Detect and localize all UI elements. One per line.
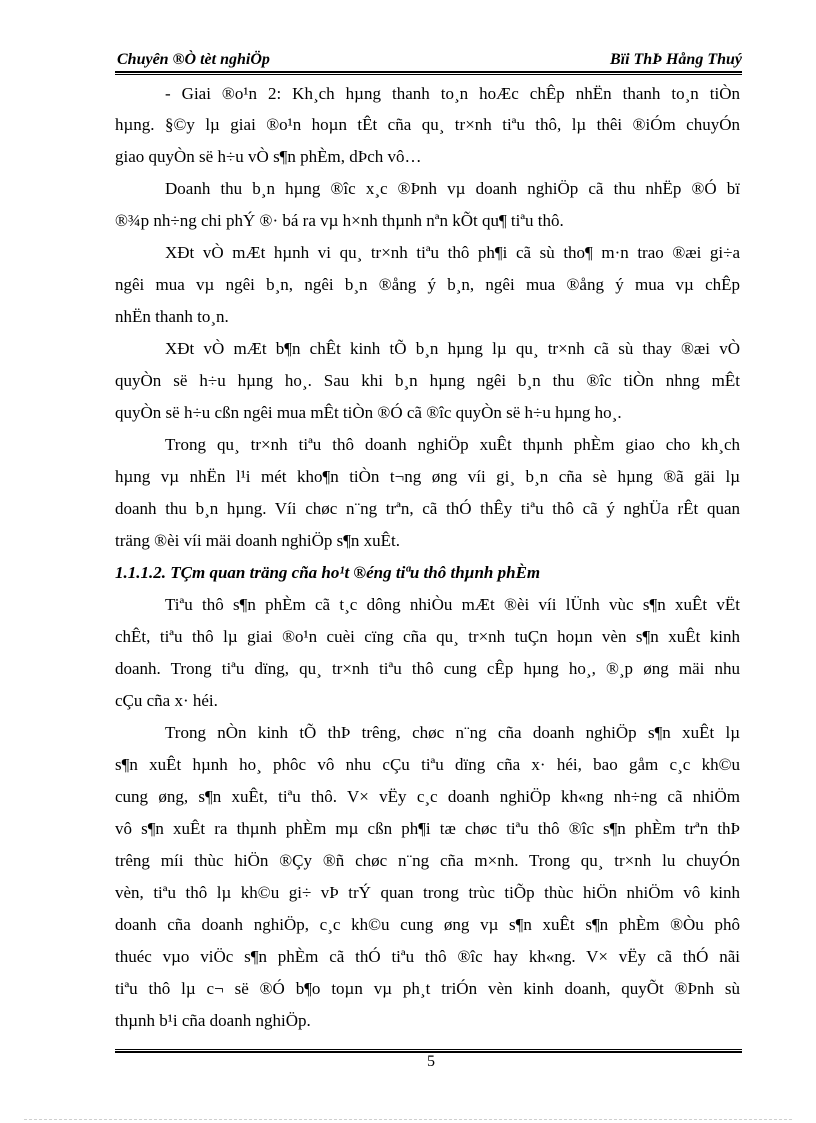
- body-line: hµng. §©y lµ giai ®o¹n hoµn tÊt cña qu¸ tr×nh tiªu thô, lµ thêi ®iÓm chuyÓn: [115, 115, 740, 134]
- body-line: vèn, tiªu thô lµ kh©u gi÷ vÞ trÝ quan trong trùc tiÕp thùc hiÖn nhiÖm vô kinh: [115, 883, 740, 902]
- body-line: quyÒn së h÷u hµng ho¸. Sau khi b¸n hµng ngêi b¸n thu ®îc tiÒn nhng mÊt: [115, 371, 740, 390]
- body-line: nhËn thanh to¸n.: [115, 307, 229, 326]
- body-line: Tiªu thô s¶n phÈm cã t¸c dông nhiÒu mÆt ®èi víi lÜnh vùc s¶n xuÊt vËt: [165, 595, 740, 614]
- body-line: chÊt, tiªu thô lµ giai ®o¹n cuèi cïng cña qu¸ tr×nh tuÇn hoµn vèn s¶n xuÊt kinh: [115, 627, 740, 646]
- body-line: XÐt vÒ mÆt b¶n chÊt kinh tÕ b¸n hµng lµ qu¸ tr×nh cã sù thay ®æi vÒ: [165, 339, 740, 358]
- body-line: tiªu thô lµ c¬ së ®Ó b¶o toµn vµ ph¸t triÓn vèn kinh doanh, quyÕt ®Þnh sù: [115, 979, 740, 998]
- footer-rule-thin: [115, 1049, 742, 1050]
- header-rule-thin: [115, 74, 742, 75]
- header-rule-thick: [115, 71, 742, 73]
- header-title: Chuyên ®Ò tèt nghiÖp: [117, 51, 270, 68]
- body-line: Trong nÒn kinh tÕ thÞ trêng, chøc n¨ng cña doanh nghiÖp s¶n xuÊt lµ: [165, 723, 740, 742]
- page-number: 5: [427, 1053, 435, 1070]
- body-line: vô s¶n xuÊt ra thµnh phÈm mµ cßn ph¶i tæ chøc tiªu thô ®îc s¶n phÈm trªn thÞ: [115, 819, 740, 838]
- body-line: XÐt vÒ mÆt hµnh vi qu¸ tr×nh tiªu thô ph¶i cã sù tho¶ m·n trao ®æi gi÷a: [165, 243, 740, 262]
- body-line: hµng vµ nhËn l¹i mét kho¶n tiÒn t¬ng øng víi gi¸ b¸n cña sè hµng ®ã gäi lµ: [115, 467, 740, 486]
- body-line: Trong qu¸ tr×nh tiªu thô doanh nghiÖp xuÊt thµnh phÈm giao cho kh¸ch: [165, 435, 740, 454]
- body-line: doanh thu b¸n hµng. Víi chøc n¨ng trªn, cã thÓ thÊy tiªu thô cã ý nghÜa rÊt quan: [115, 499, 740, 518]
- page-header: [115, 46, 742, 72]
- body-line: trêng míi thùc hiÖn ®Çy ®ñ chøc n¨ng cña m×nh. Trong qu¸ tr×nh lu chuyÓn: [115, 851, 740, 870]
- body-line: cÇu cña x· héi.: [115, 691, 218, 710]
- body-line: giao quyÒn së h÷u vÒ s¶n phÈm, dÞch vô…: [115, 147, 422, 166]
- body-line: thµnh b¹i cña doanh nghiÖp.: [115, 1011, 311, 1030]
- body-line: doanh cña doanh nghiÖp, c¸c kh©u cung øng vµ s¶n xuÊt s¶n phÈm ®Òu phô: [115, 915, 740, 934]
- body-line: träng ®èi víi mäi doanh nghiÖp s¶n xuÊt.: [115, 531, 401, 550]
- body-line: Doanh thu b¸n hµng ®îc x¸c ®Þnh vµ doanh nghiÖp cã thu nhËp ®Ó bï: [165, 179, 740, 198]
- page-edge-divider: [24, 1119, 792, 1120]
- body-line: ®¾p nh÷ng chi phÝ ®· bá ra vµ h×nh thµnh nªn kÕt qu¶ tiªu thô.: [115, 211, 564, 230]
- body-line: quyÒn së h÷u cßn ngêi mua mÊt tiÒn ®Ó cã ®îc quyÒn së h÷u hµng ho¸.: [115, 403, 622, 422]
- body-line: cung øng, s¶n xuÊt, tiªu thô. V× vËy c¸c doanh nghiÖp kh«ng nh÷ng cã nhiÖm: [115, 787, 740, 806]
- body-line: thuéc vµo viÖc s¶n phÈm cã thÓ tiªu thô ®îc hay kh«ng. V× vËy cã thÓ nãi: [115, 947, 740, 966]
- body-line: s¶n xuÊt hµnh ho¸ phôc vô nhu cÇu tiªu dïng cña x· héi, bao gåm c¸c kh©u: [115, 755, 740, 774]
- header-author: Bïi ThÞ Hång Thuý: [609, 51, 742, 68]
- section-heading: 1.1.1.2. TÇm quan träng cña ho¹t ®éng tiªu thô thµnh phÈm: [115, 563, 541, 582]
- body-line: - Giai ®o¹n 2: Kh¸ch hµng thanh to¸n hoÆc chÊp nhËn thanh to¸n tiÒn: [165, 84, 740, 103]
- body-line: ngêi mua vµ ngêi b¸n, ngêi b¸n ®ång ý b¸n, ngêi mua ®ång ý mua vµ chÊp: [115, 275, 740, 294]
- body-line: doanh. Trong tiªu dïng, qu¸ tr×nh tiªu thô cung cÊp hµng ho¸, ®¸p øng mäi nhu: [115, 659, 740, 678]
